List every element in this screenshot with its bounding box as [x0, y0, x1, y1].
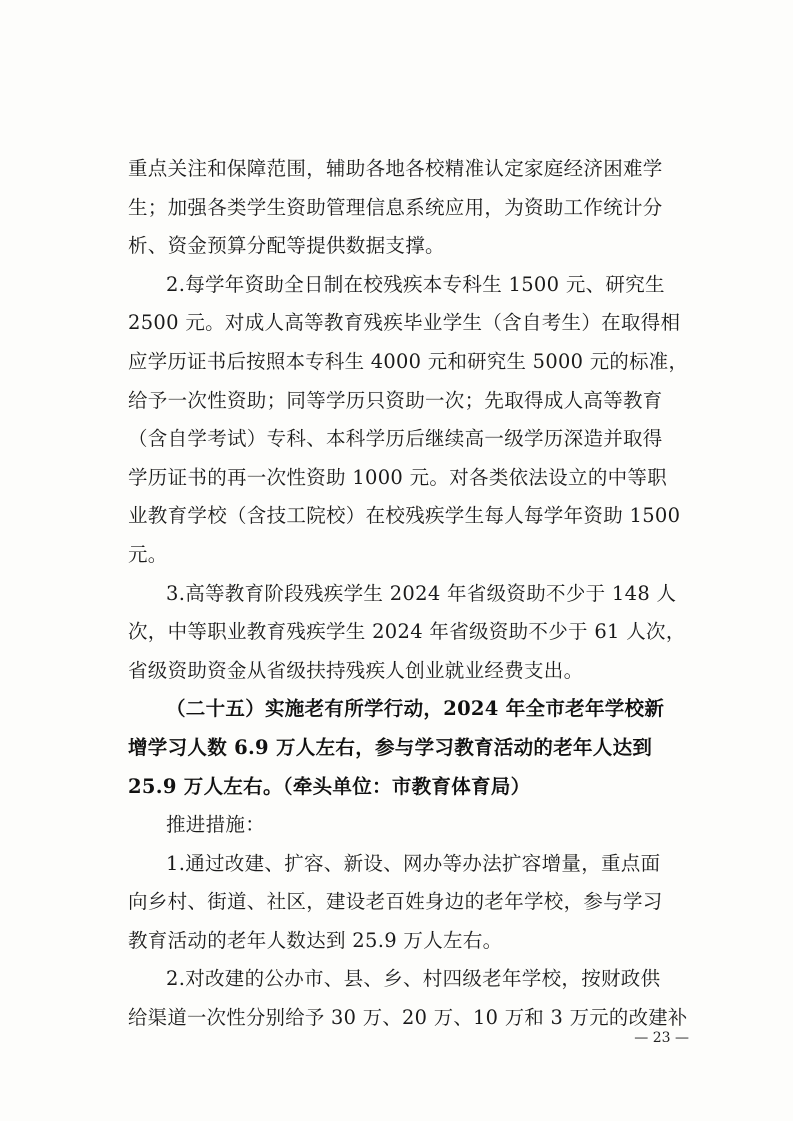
- text-line: 2.对改建的公办市、县、乡、村四级老年学校，按财政供: [166, 967, 661, 991]
- text-line: 1.通过改建、扩容、新设、网办等办法扩容增量，重点面: [166, 851, 661, 875]
- text-line: 增学习人数 6.9 万人左右，参与学习教育活动的老年人达到: [128, 735, 653, 759]
- text-line: 业教育学校（含技工院校）在校残疾学生每人每学年资助 1500: [128, 504, 681, 528]
- text-line: 学历证书的再一次性资助 1000 元。对各类依法设立的中等职: [128, 465, 668, 489]
- body-text: [128, 150, 688, 1038]
- text-line: 省级资助资金从省级扶持残疾人创业就业经费支出。: [128, 658, 584, 682]
- text-line: 向乡村、街道、社区，建设老百姓身边的老年学校，参与学习: [128, 890, 663, 914]
- text-line: 应学历证书后按照本专科生 4000 元和研究生 5000 元的标准，: [128, 349, 689, 373]
- text-line: 推进措施：: [166, 813, 266, 837]
- text-line: 次，中等职业教育残疾学生 2024 年省级资助不少于 61 人次，: [128, 620, 686, 644]
- text-line: 元。: [128, 542, 168, 566]
- text-line: 生；加强各类学生资助管理信息系统应用，为资助工作统计分: [128, 195, 663, 219]
- text-line: 2500 元。对成人高等教育残疾毕业学生（含自考生）在取得相: [128, 311, 681, 335]
- text-line: 3.高等教育阶段残疾学生 2024 年省级资助不少于 148 人: [166, 581, 677, 605]
- text-line: 给予一次性资助；同等学历只资助一次；先取得成人高等教育: [128, 388, 663, 412]
- text-line: 给渠道一次性分别给予 30 万、20 万、10 万和 3 万元的改建补: [128, 1006, 688, 1030]
- text-line: 2.每学年资助全日制在校残疾本专科生 1500 元、研究生: [166, 272, 665, 296]
- text-line: 教育活动的老年人数达到 25.9 万人左右。: [128, 928, 503, 952]
- text-line: 重点关注和保障范围，辅助各地各校精准认定家庭经济困难学: [128, 157, 663, 180]
- page-number: — 23 —: [634, 1030, 689, 1046]
- text-line: 析、资金预算分配等提供数据支撑。: [128, 234, 445, 258]
- text-line: （含自学考试）专科、本科学历后继续高一级学历深造并取得: [128, 427, 663, 451]
- text-line: （二十五）实施老有所学行动，2024 年全市老年学校新: [166, 697, 665, 721]
- text-line: 25.9 万人左右。（牵头单位：市教育体育局）: [128, 774, 531, 798]
